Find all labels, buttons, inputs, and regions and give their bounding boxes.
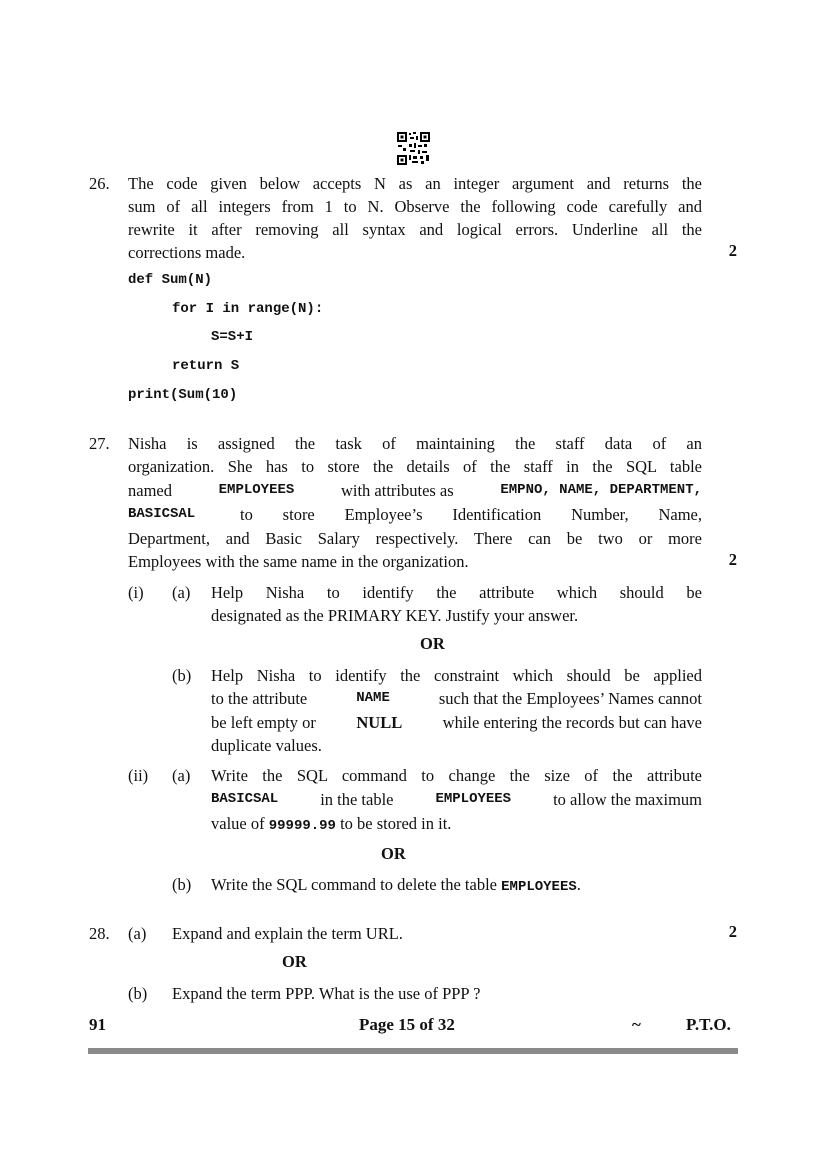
part-label: (ii) [128, 766, 149, 785]
subpart-label: (b) [172, 666, 192, 685]
q27-i-b-line-2 [211, 687, 702, 710]
subpart-label: (b) [172, 875, 192, 894]
marks: 2 [728, 922, 737, 941]
text: named [128, 481, 172, 500]
q27-i-b-line-4: duplicate values. [211, 736, 322, 755]
subpart-label: (a) [128, 924, 147, 943]
subpart-label: (a) [172, 766, 191, 785]
q26-line-4: corrections made. [128, 243, 246, 262]
q27-line-1: Nisha is assigned the task of maintaining the staff data of an [128, 434, 702, 453]
part-label: (i) [128, 583, 144, 602]
pto-label: P.T.O. [686, 1015, 731, 1034]
q27-line-2: organization. She has to store the details of the staff in the SQL table [128, 457, 702, 476]
q27-i-b-line-3 [211, 711, 702, 734]
null-keyword: NULL [356, 713, 403, 732]
tilde-mark: ~ [632, 1015, 641, 1034]
table-name: EMPLOYEES [501, 879, 577, 895]
code-line: for I in range(N): [172, 301, 324, 317]
q27-ii-a-line-2 [211, 788, 702, 811]
code-line: print(Sum(10) [128, 387, 238, 403]
subpart-label: (b) [128, 984, 148, 1003]
text: such that the Employees’ Names cannot [438, 689, 702, 708]
numeric-value: 99999.99 [268, 818, 336, 834]
text: be left empty or [211, 713, 316, 732]
text: to be stored in it. [340, 814, 452, 833]
q28-b-text: Expand the term PPP. What is the use of PPP ? [172, 984, 481, 1003]
q27-i-a-line-1: Help Nisha to identify the attribute which should be [211, 583, 702, 602]
text: value of [211, 814, 265, 833]
q27-i-a-line-2: designated as the PRIMARY KEY. Justify your answer. [211, 606, 579, 625]
question-number: 26. [89, 174, 110, 193]
or-separator: OR [381, 844, 406, 863]
q27-line-3 [128, 479, 702, 502]
text: Write the SQL command to delete the table [211, 875, 498, 894]
text: to the attribute [211, 689, 308, 708]
attribute-name: BASICSAL [211, 791, 279, 807]
text: in the table [320, 790, 394, 809]
q27-ii-a-line-1: Write the SQL command to change the size of the attribute [211, 766, 702, 785]
q26-line-3: rewrite it after removing all syntax and logical errors. Underline all the [128, 220, 702, 239]
table-name: EMPLOYEES [435, 791, 512, 807]
question-number: 27. [89, 434, 110, 453]
qr-code-icon [396, 131, 431, 166]
text: with attributes as [340, 481, 454, 500]
code-line: def Sum(N) [128, 272, 213, 288]
paper-code: 91 [89, 1015, 106, 1034]
subpart-label: (a) [172, 583, 191, 602]
question-number: 28. [89, 924, 110, 943]
marks: 2 [728, 241, 737, 260]
q28-a-text: Expand and explain the term URL. [172, 924, 403, 943]
q27-ii-a-line-3 [211, 812, 451, 838]
text: to store Employee’s Identification Number, Name, [240, 505, 702, 524]
text: to allow the maximum [553, 790, 702, 809]
q27-line-4 [128, 503, 702, 526]
text: while entering the records but can have [442, 713, 702, 732]
q27-line-6: Employees with the same name in the organization. [128, 552, 469, 571]
table-name: EMPLOYEES [218, 482, 295, 498]
q26-line-1: The code given below accepts N as an integer argument and returns the [128, 174, 702, 193]
attribute-list: EMPNO, NAME, DEPARTMENT, [500, 482, 702, 498]
q27-i-b-line-1: Help Nisha to identify the constraint which should be applied [211, 666, 702, 685]
text: . [576, 875, 581, 894]
or-separator: OR [420, 634, 445, 653]
marks: 2 [728, 550, 737, 569]
page-number: Page 15 of 32 [359, 1015, 455, 1034]
q26-line-2: sum of all integers from 1 to N. Observe the following code carefully and [128, 197, 702, 216]
code-line: return S [172, 358, 240, 374]
or-separator: OR [282, 952, 307, 971]
attribute-name: NAME [356, 690, 390, 706]
q27-ii-b-line-1 [211, 873, 581, 899]
q27-line-5: Department, and Basic Salary respectively. There can be two or more [128, 529, 702, 548]
code-line: S=S+I [211, 329, 254, 345]
footer-rule [88, 1048, 738, 1054]
attribute-name: BASICSAL [128, 506, 196, 522]
